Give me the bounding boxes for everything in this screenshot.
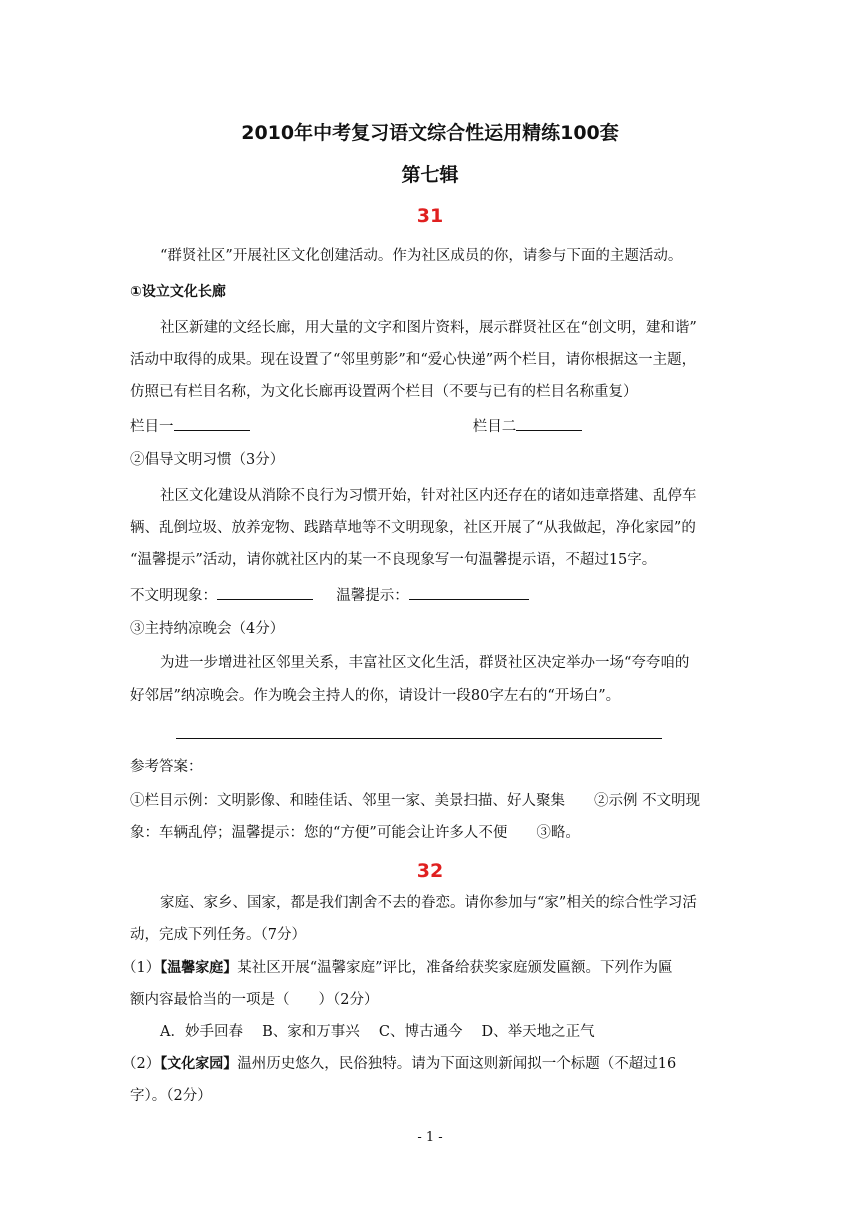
uncivil-behavior-label: 不文明现象： [130, 588, 217, 604]
question-number-31: 31 [416, 205, 444, 227]
q32-options: A．妙手回春 B、家和万事兴 C、博古通今 D、举天地之正气 [160, 1024, 595, 1040]
answer-label: 参考答案： [130, 759, 203, 775]
q32-intro-line2: 动，完成下列任务。（7分） [130, 927, 306, 943]
opening-remarks-answer-line[interactable] [176, 738, 662, 739]
q31-section1-heading: ①设立文化长廊 [130, 284, 226, 300]
q31-section1-blanks [130, 416, 740, 437]
column1-label: 栏目一 [130, 419, 174, 435]
document-title: 2010年中考复习语文综合性运用精练100套 [241, 122, 619, 144]
warm-tip-label: 温馨提示： [336, 588, 409, 604]
q32-part1-heading: 【温馨家庭】 [160, 960, 238, 976]
q32-part1-text: 某社区开展“温馨家庭”评比，准备给获奖家庭颁发匾额。下列作为匾 [237, 960, 673, 976]
column1-answer-blank[interactable] [174, 416, 250, 431]
question-number-32: 32 [416, 860, 444, 882]
q31-section2-heading: ②倡导文明习惯（3分） [130, 452, 285, 468]
q32-part1-line2: 额内容最恰当的一项是（ ）（2分） [130, 992, 379, 1008]
document-subtitle: 第七辑 [401, 164, 459, 186]
q32-part1-line1 [122, 958, 732, 978]
column2-answer-blank[interactable] [516, 416, 582, 431]
q32-part2-text: 温州历史悠久，民俗独特。请为下面这则新闻拟一个标题（不超过16 [237, 1056, 677, 1072]
q31-section3-heading: ③主持纳凉晚会（4分） [130, 621, 285, 637]
answer-line2: 象：车辆乱停；温馨提示：您的“方便”可能会让许多人不便 ③略。 [130, 825, 580, 841]
q32-part1-prefix: （1） [122, 960, 161, 976]
q32-part2-line2: 字）。（2分） [130, 1088, 212, 1104]
q31-section2-paragraph-line2: 辆、乱倒垃圾、放养宠物、践踏草地等不文明现象，社区开展了“从我做起，净化家园”的 [130, 520, 696, 536]
q32-part2-line1 [122, 1054, 732, 1074]
q32-part2-heading: 【文化家园】 [160, 1056, 238, 1072]
q32-part2-prefix: （2） [122, 1056, 161, 1072]
q31-section2-paragraph-line1: 社区文化建设从消除不良行为习惯开始，针对社区内还存在的诸如违章搭建、乱停车 [160, 488, 697, 504]
page-number: - 1 - [417, 1130, 443, 1145]
q31-section3-paragraph-line2: 好邻居”纳凉晚会。作为晚会主持人的你，请设计一段80字左右的“开场白”。 [130, 688, 621, 704]
q31-section2-paragraph-line3: “温馨提示”活动，请你就社区内的某一不良现象写一句温馨提示语，不超过15字。 [130, 552, 657, 568]
warm-tip-blank[interactable] [409, 585, 529, 600]
q31-section2-blanks [130, 585, 740, 606]
column2-label: 栏目二 [472, 419, 517, 435]
q31-section1-paragraph-line3: 仿照已有栏目名称，为文化长廊再设置两个栏目（不要与已有的栏目名称重复） [130, 384, 638, 400]
answer-line1: ①栏目示例：文明影像、和睦佳话、邻里一家、美景扫描、好人聚集 ②示例 不文明现 [130, 793, 701, 809]
q31-section1-paragraph-line2: 活动中取得的成果。现在设置了“邻里剪影”和“爱心快递”两个栏目，请你根据这一主题， [130, 352, 697, 368]
q32-intro-line1: 家庭、家乡、国家，都是我们割舍不去的眷恋。请你参加与“家”相关的综合性学习活 [160, 895, 697, 911]
uncivil-behavior-blank[interactable] [217, 585, 313, 600]
q31-section3-paragraph-line1: 为进一步增进社区邻里关系，丰富社区文化生活，群贤社区决定举办一场“夸夸咱的 [160, 655, 690, 671]
q31-intro: “群贤社区”开展社区文化创建活动。作为社区成员的你，请参与下面的主题活动。 [160, 248, 683, 264]
q31-section1-paragraph-line1: 社区新建的文经长廊，用大量的文字和图片资料，展示群贤社区在“创文明，建和谐” [160, 320, 697, 336]
